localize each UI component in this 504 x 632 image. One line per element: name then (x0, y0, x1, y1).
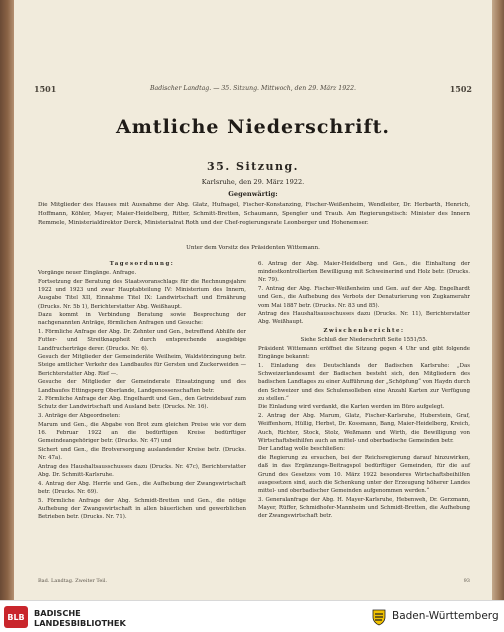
agenda-item: Marum und Gen., die Abgabe von Brot zum gleichen Preise wie vor dem 16. Februar 1922 an die bedürftigen Kreise bedürftiger Gemeindeangehöriger betr. (Drucks. Nr. 47) und (38, 421, 246, 445)
agenda-item: 2. Förmliche Anfrage der Abg. Engelhardt und Gen., den Getreidebauf zum Schutz der Landwirtschaft und Ausland betr. (Drucks. Nr. 16). (38, 396, 246, 411)
entry-paragraph: Die Einladung wird verdankt, die Karten werden im Büro aufgelegt. (258, 404, 445, 411)
agenda-item: Dazu kommt in Verbindung Beratung sowie Besprechung der nachgenannten Anträge, förmlichen Anfragen und Gesuche: (38, 312, 246, 327)
agenda-item: Antrag des Haushaltsausschusses dazu (Drucks. Nr. 11), Berichterstatter Abg. Weißhaupt. (258, 311, 470, 326)
present-members-text: Die Mitglieder des Hauses mit Ausnahme der Abg. Glatz, Hufnagel, Fischer-Konstanzing, Fischer-Weißenheim, Wendleiter, Dr. Herbarth, Henrich, Hoffmann, Köhler, Mayer, Maier-Heidelberg, Ritter, Schmitt-Bretten, Schaumann, Spengler und Traub. Am Regierungstisch: Minister des Innern Remmele, Ministerialdirektor Derck, Ministerialrat Roth und der Chef-regierungsrate Leonberger und Hohenemser. (38, 202, 470, 226)
book-binding-right (492, 0, 504, 600)
library-banner (0, 600, 504, 632)
agenda-item: Gesuch der Mitglieder der Gemeinderäte Weilheim, Waldstörzingung betr. Steige amtlicher Verkehr des Landbaufes für Gersten und Zuckerweiden — Berichterstatter Abg. Rief —. (38, 354, 246, 377)
agenda-item: Gesuche der Mitglieder der Gemeinderate Einsatzingung und des Landbaufes Ettingsperg Oberlande, Landgenossenschaften betr. (38, 379, 246, 394)
present-heading: Gegenwärtig: (228, 190, 278, 198)
opening-paragraph: Präsident Wittemann eröffnet die Sitzung gegen 4 Uhr und gibt folgende Eingänge bekannt: (258, 346, 470, 361)
agenda-heading: Tagesordnung: (109, 261, 175, 267)
footer-note: Bad. Landtag. Zweiter Teil. (38, 578, 108, 584)
entry-paragraph: die Regierung zu ersuchen, bei der Reichsregierung darauf hinzuwirken, daß in das Ergänzungs-Beitragspol bedürftiger Gemeinden, für die auf Grund des Gesetzes vom 10. März 1922 besonderes Wirtschaftsbeihilfen ausgesetzen sind, auch die Schenkung unter der Erzeugung höherer Landes mittel- und oberbadischer Gemeinden aufgenommen werden.“ (258, 455, 470, 494)
baden-wuerttemberg-coat-of-arms-icon[interactable] (370, 608, 388, 626)
agenda-item: 7. Antrag der Abg. Fischer-Weißenheim und Gen. auf der Abg. Engelhardt und Gen., die Aufhebung des Verbots der Denaturierung von Zugkamerahr vom Mai 1887 betr. (Drucks. Nr. 83 und 85). (258, 286, 470, 309)
agenda-item: Fortsetzung der Beratung des Staatsvoranschlags für die Rechnungsjahre 1922 und 1923 und zwar Hauptabteilung IV: Ministerium des Innern, Ausgabe Titel XII, Einnahme Titel IX: Landwirtschaft und Ernährung (Drucks. Nr. 5b 1), Berichterstatter Abg. Weißhaupt. (38, 278, 246, 310)
entry-paragraph: Der Landtag wolle beschließen: (258, 446, 345, 453)
page-number-right: 1502 (449, 84, 472, 94)
document-page (14, 0, 492, 600)
blb-line1: BADISCHE (34, 608, 81, 618)
dateline: Karlsruhe, den 29. März 1922. (201, 178, 305, 186)
agenda-item: Vorgänge neuer Eingänge. Anfrage. (38, 270, 137, 277)
agenda-item: 3. Anträge der Abgeordneten: (38, 413, 121, 420)
agenda-item: 4. Antrag der Abg. Herrle und Gen., die Aufhebung der Zwangswirtschaft betr. (Drucks. Nr. 69). (38, 480, 246, 495)
entry-paragraph: 2. Antrag der Abg. Marum, Glatz, Fischer-Karlsruhe, Huberstein, Graf, Weiffenhorn, Hüllig, Herbst, Dr. Kossmann, Bang, Maier-Heidelberg, Kreich, Auch, Richter, Stock, Stolz, Weßmann und Wirth, die Bewilligung von Wirtschaftsbeihilfen auch an mittel- und oberbadische Gemeinden betr. (258, 413, 470, 444)
session-heading: 35. Sitzung. (207, 160, 299, 173)
book-binding-left (0, 0, 14, 600)
chair-line: Unter dem Vorsitz des Präsidenten Wittemann. (186, 245, 320, 251)
agenda-item: 6. Antrag der Abg. Maier-Heidelberg und Gen., die Einhaltung der mindestkontrollierten Bewilligung mit Schweinerind und Holz betr. (Drucks. Nr. 79). (258, 261, 470, 284)
agenda-item: 1. Förmliche Anfrage der Abg. Dr. Zehnter und Gen., betreffend Abhilfe der Futter- und Streitknappheit durch entsprechende ausgiebige Landfrucherträge derer. (Drucks. Nr. 6). (38, 329, 246, 352)
right-column (258, 260, 470, 521)
blb-name[interactable] (34, 608, 126, 628)
footer-signature-number: 93 (463, 578, 470, 584)
blb-line2: LANDESBIBLIOTHEK (34, 618, 126, 628)
interim-reference: Siehe Schluß der Niederschrift Seite 1551/55. (300, 337, 428, 344)
document-title: Amtliche Niederschrift. (115, 116, 391, 138)
page-number-left: 1501 (34, 84, 57, 94)
agenda-item: Sichert und Gen., die Brotversorgung auslandender Kreise betr. (Drucks. Nr. 47a). (38, 446, 246, 462)
running-header (34, 84, 472, 96)
entry-paragraph: 3. Generalanfrage der Abg. H. Mayer-Karlsruhe, Hebenweh, Dr. Gerzmann, Mayer, Rüffer, Schmidhofer-Mannheim und Schmidt-Bretten, die Aufhebung der Zwangswirtschaft betr. (258, 496, 470, 520)
interim-heading: Zwischenberichte: (323, 328, 405, 335)
baden-wuerttemberg-label[interactable]: Baden-Württemberg (392, 610, 499, 622)
entry-paragraph: 1. Einladung des Deutschlands der Badischen Karlsruhe: „Das Schweizerlandesamt der Badischen besteht sich, den Mitgliedern des badischen Landtages zu einer Aufführung der „Schöpfung“ von Haydn durch den Schweizer und des Schulensolleben eine Anzahl Karten zur Verfügung zu stellen.“ (258, 362, 470, 402)
running-title: Badischer Landtag. — 35. Sitzung. Mittwoch, den 29. März 1922. (150, 85, 356, 92)
left-column (38, 260, 246, 522)
agenda-item: Antrag des Haushaltsausschusses dazu (Drucks. Nr. 47c), Berichterstatter Abg. Dr. Schmitt-Karlsruhe. (38, 463, 246, 479)
agenda-item: 5. Förmliche Anfrage der Abg. Schmidt-Bretten und Gen., die nötige Aufhebung der Zwangswirtschaft in allen bäuerlichen und gewerblichen Betrieben betr. (Drucks. Nr. 71). (38, 497, 246, 521)
blb-logo-icon[interactable]: BLB (4, 606, 28, 628)
